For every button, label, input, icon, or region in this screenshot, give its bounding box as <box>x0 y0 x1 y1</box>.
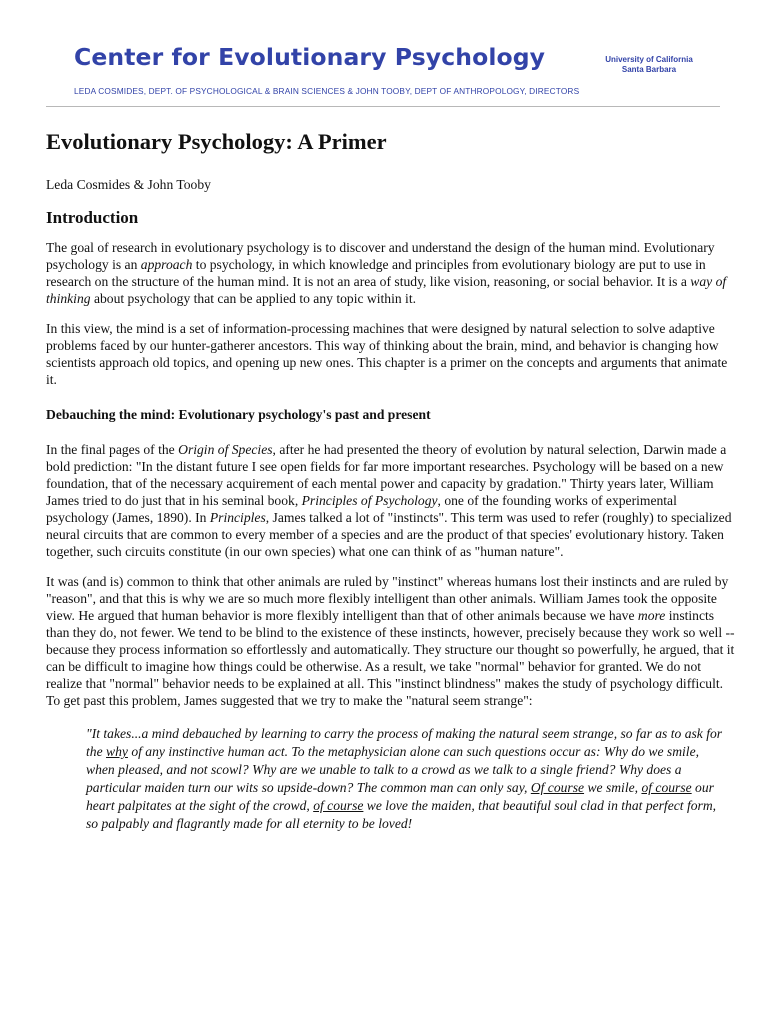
paragraph-2: In this view, the mind is a set of information-processing machines that were designed by natural selection to solve adaptive problems faced by our hunter-gatherer ancestors. This way of thinking about the brain, mind, and behavior is changing how scientists approach old topics, and opening up new ones. This chapter is a primer on the concepts and arguments that animate it. <box>46 321 728 387</box>
quote-underline-why: why <box>106 744 128 759</box>
paragraph-3-text-e: , one of the founding works of experimental psychology (James, 1890). In <box>46 493 677 525</box>
subheading-debauching: Debauching the mind: Evolutionary psychology's past and present <box>46 407 431 422</box>
document-body <box>46 128 736 833</box>
university-name <box>594 55 704 75</box>
emphasis-way-of-thinking: way of thinking <box>46 274 727 306</box>
quote-underline-of-course-2: of course <box>641 780 692 795</box>
authors: Leda Cosmides & John Tooby <box>46 177 211 192</box>
paragraph-4 <box>46 573 736 709</box>
title-principles: Principles <box>209 510 266 525</box>
title-origin-of-species: Origin of Species <box>178 442 273 457</box>
quote-underline-of-course-3: of course <box>313 798 364 813</box>
paragraph-4-text-c: instincts than they do, not fewer. We tend to be blind to the existence of these instincts, however, precisely because they work so well -- because they process information so effortlessly and automatically. They structure our thought so powerfully, he argued, that it can be difficult to imagine how things could be otherwise. As a result, we take "normal" behavior for granted. We do not realize that "normal" behavior needs to be explained at all. This "instinct blindness" makes the study of psychology difficult. To get past this problem, James suggested that we try to make the "natural seem strange": <box>46 608 735 708</box>
paragraph-1-text-c: to psychology, in which knowledge and principles from evolutionary biology are put to use in research on the structure of the human mind. It is not an area of study, like vision, reasoning, or social behavior. It is a <box>46 257 706 289</box>
paragraph-3-text-a: In the final pages of the <box>46 442 179 457</box>
directors-line: LEDA COSMIDES, DEPT. OF PSYCHOLOGICAL & BRAIN SCIENCES & JOHN TOOBY, DEPT OF ANTHROPOLOGY, DIRECTORS <box>74 86 580 96</box>
quote-underline-of-course-1: Of course <box>530 780 585 795</box>
quote-text-i: we love the maiden, that beautiful soul clad in that perfect form, so palpably and flagrantly made for all eternity to be loved! <box>86 798 717 831</box>
paragraph-1-text-e: about psychology that can be applied to any topic within it. <box>90 291 416 306</box>
center-title: Center for Evolutionary Psychology <box>74 43 546 71</box>
paragraph-1 <box>46 239 736 307</box>
paragraph-3 <box>46 441 736 560</box>
paragraph-3-text-g: , James talked a lot of "instincts". This term was used to refer (roughly) to specialized neural circuits that are common to every member of a species and are the product of that species' evolutionary history. Taken together, such circuits constitute (in our own species) what one can think of as "human nature". <box>46 510 732 559</box>
university-line-2: Santa Barbara <box>621 65 677 74</box>
quote-text-e: we smile, <box>584 780 642 795</box>
title-principles-of-psychology: Principles of Psychology <box>301 493 438 508</box>
paragraph-1-text-a: The goal of research in evolutionary psychology is to discover and understand the design of the human mind. Evolutionary psychology is an <box>46 240 715 272</box>
header-divider <box>46 106 720 107</box>
james-quote <box>86 725 726 833</box>
quote-text-a: "It takes...a mind debauched by learning to carry the process of making the natural seem strange, so far as to ask for the <box>86 726 723 759</box>
paragraph-4-text-a: It was (and is) common to think that other animals are ruled by "instinct" whereas humans lost their instincts and are ruled by "reason", and that this is why we are so much more flexibly intelligent than other animals. William James took the opposite view. He argued that human behavior is more flexibly intelligent than that of other animals because we have <box>46 574 729 623</box>
emphasis-approach: approach <box>140 257 193 272</box>
section-heading-introduction: Introduction <box>46 208 139 227</box>
quote-text-c: of any instinctive human act. To the metaphysician alone can such questions occur as: Why do we smile, when pleased, and not scowl? Why are we unable to talk to a crowd as we talk to a single friend? Why does a particular maiden turn our wits so upside-down? The common man can only say, <box>86 744 700 795</box>
university-line-1: University of California <box>605 55 693 64</box>
document-title: Evolutionary Psychology: A Primer <box>46 129 387 154</box>
paragraph-3-text-c: , after he had presented the theory of evolution by natural selection, Darwin made a bold prediction: "In the distant future I see open fields for far more important researches. Psychology will be based on a new foundation, that of the necessary acquirement of each mental power and capacity by gradation." Thirty years later, William James tried to do just that in his seminal book, <box>46 442 727 508</box>
quote-text-g: our heart palpitates at the sight of the crowd, <box>86 780 714 813</box>
emphasis-more: more <box>637 608 666 623</box>
